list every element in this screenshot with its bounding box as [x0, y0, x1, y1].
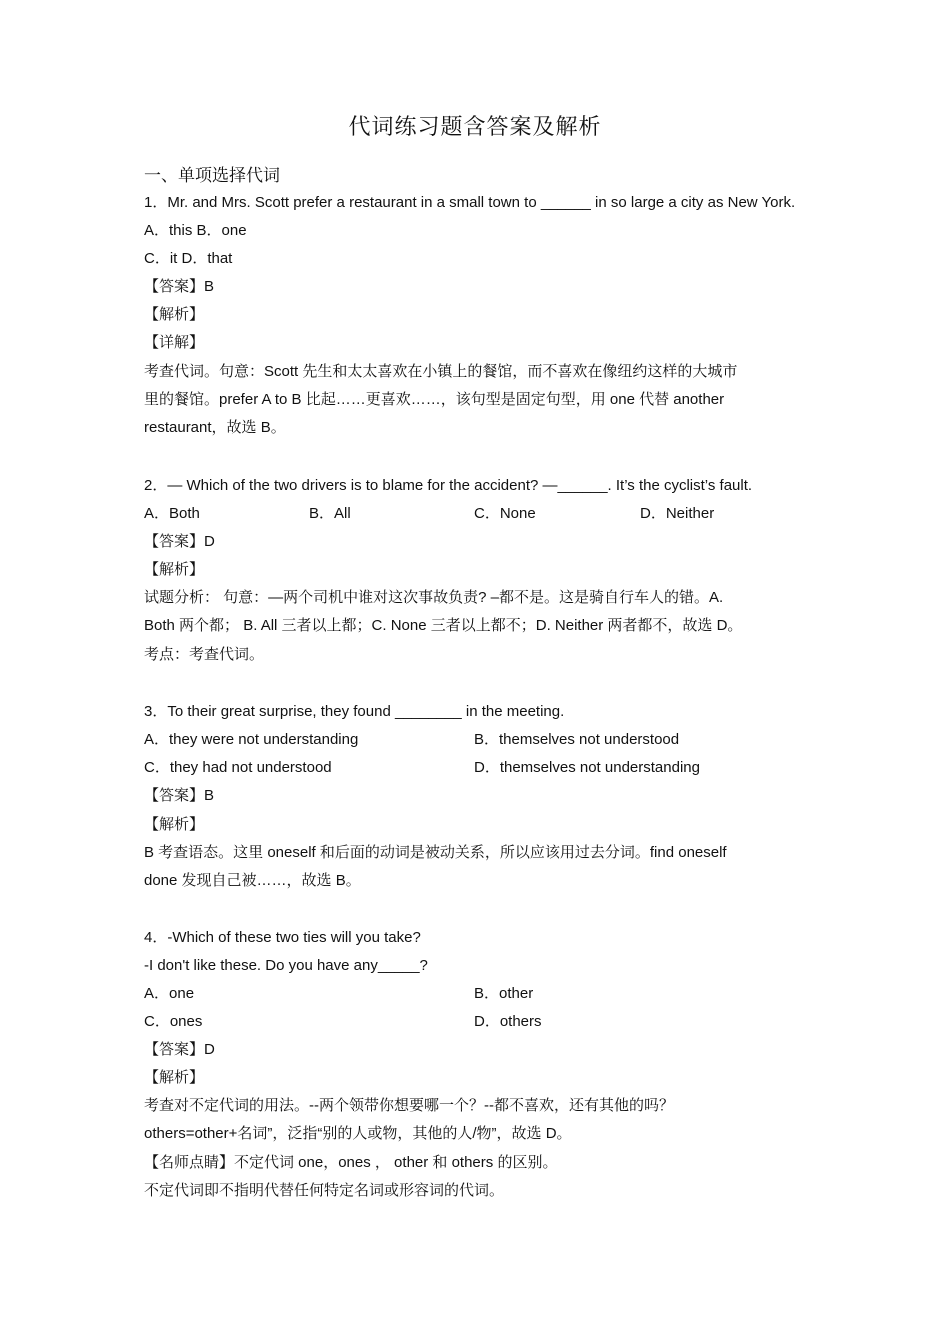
q3-option-a: A．they were not understanding: [144, 731, 359, 748]
q4-teacher-tip: 【名师点睛】不定代词 one，ones ， other 和 others 的区别。: [144, 1154, 558, 1171]
q2-option-b: B．All: [309, 505, 351, 522]
q4-option-d: D．others: [474, 1013, 542, 1030]
q1-detail-label: 【详解】: [144, 334, 205, 351]
q3-option-d: D．themselves not understanding: [474, 759, 700, 776]
q1-explanation-line: 里的餐馆。prefer A to B 比起……更喜欢……，该句型是固定句型，用 one 代替 another: [144, 391, 725, 408]
q2-explanation-line: 考点：考查代词。: [144, 646, 265, 663]
q4-option-c: C．ones: [144, 1013, 203, 1030]
q3-explanation-line: done 发现自己被……，故选 B。: [144, 872, 361, 889]
q3-explanation-line: B 考查语态。这里 oneself 和后面的动词是被动关系，所以应该用过去分词。find oneself: [144, 844, 727, 861]
q3-option-c: C．they had not understood: [144, 759, 332, 776]
q4-option-a: A．one: [144, 985, 195, 1002]
q1-options-cd: C．it D．that: [144, 250, 233, 267]
q1-explanation-line: restaurant，故选 B。: [144, 419, 286, 436]
q4-explanation-line: others=other+名词”，泛指“别的人或物，其他的人/物”，故选 D。: [144, 1125, 572, 1142]
q4-stem-line: -I don't like these. Do you have any_____?: [144, 957, 428, 974]
q1-options-ab: A．this B．one: [144, 222, 247, 239]
q1-stem: 1．Mr. and Mrs. Scott prefer a restaurant in a small town to ______ in so large a city as New York.: [144, 194, 796, 211]
q2-option-d: D．Neither: [640, 505, 715, 522]
q2-explanation-line: 试题分析： 句意：—两个司机中谁对这次事故负责? –都不是。这是骑自行车人的错。A.: [144, 589, 724, 606]
q2-option-a: A．Both: [144, 505, 200, 522]
q4-analysis-label: 【解析】: [144, 1069, 205, 1086]
q2-answer: 【答案】D: [144, 533, 215, 550]
q3-stem: 3．To their great surprise, they found ________ in the meeting.: [144, 703, 565, 720]
q4-stem-line: 4．-Which of these two ties will you take?: [144, 929, 421, 946]
page-title: 代词练习题含答案及解析: [348, 115, 602, 140]
q1-explanation-line: 考查代词。句意：Scott 先生和太太喜欢在小镇上的餐馆，而不喜欢在像纽约这样的大城市: [144, 363, 738, 380]
q2-option-c: C．None: [474, 505, 536, 522]
q3-answer: 【答案】B: [144, 787, 215, 804]
q4-explanation-line: 不定代词即不指明代替任何特定名词或形容词的代词。: [144, 1182, 505, 1199]
q3-option-b: B．themselves not understood: [474, 731, 680, 748]
q2-stem: 2．— Which of the two drivers is to blame for the accident? —______. It’s the cyclist’s fault.: [144, 477, 753, 494]
q2-explanation-line: Both 两个都； B. All 三者以上都；C. None 三者以上都不；D. Neither 两者都不，故选 D。: [144, 617, 743, 634]
q1-analysis-label: 【解析】: [144, 306, 205, 323]
section-heading: 一、单项选择代词: [144, 166, 280, 186]
q3-analysis-label: 【解析】: [144, 816, 205, 833]
q4-answer: 【答案】D: [144, 1041, 215, 1058]
q2-analysis-label: 【解析】: [144, 561, 205, 578]
q4-explanation-line: 考查对不定代词的用法。--两个领带你想要哪一个？--都不喜欢，还有其他的吗？: [144, 1097, 674, 1114]
q4-option-b: B．other: [474, 985, 534, 1002]
q1-answer: 【答案】B: [144, 278, 215, 295]
